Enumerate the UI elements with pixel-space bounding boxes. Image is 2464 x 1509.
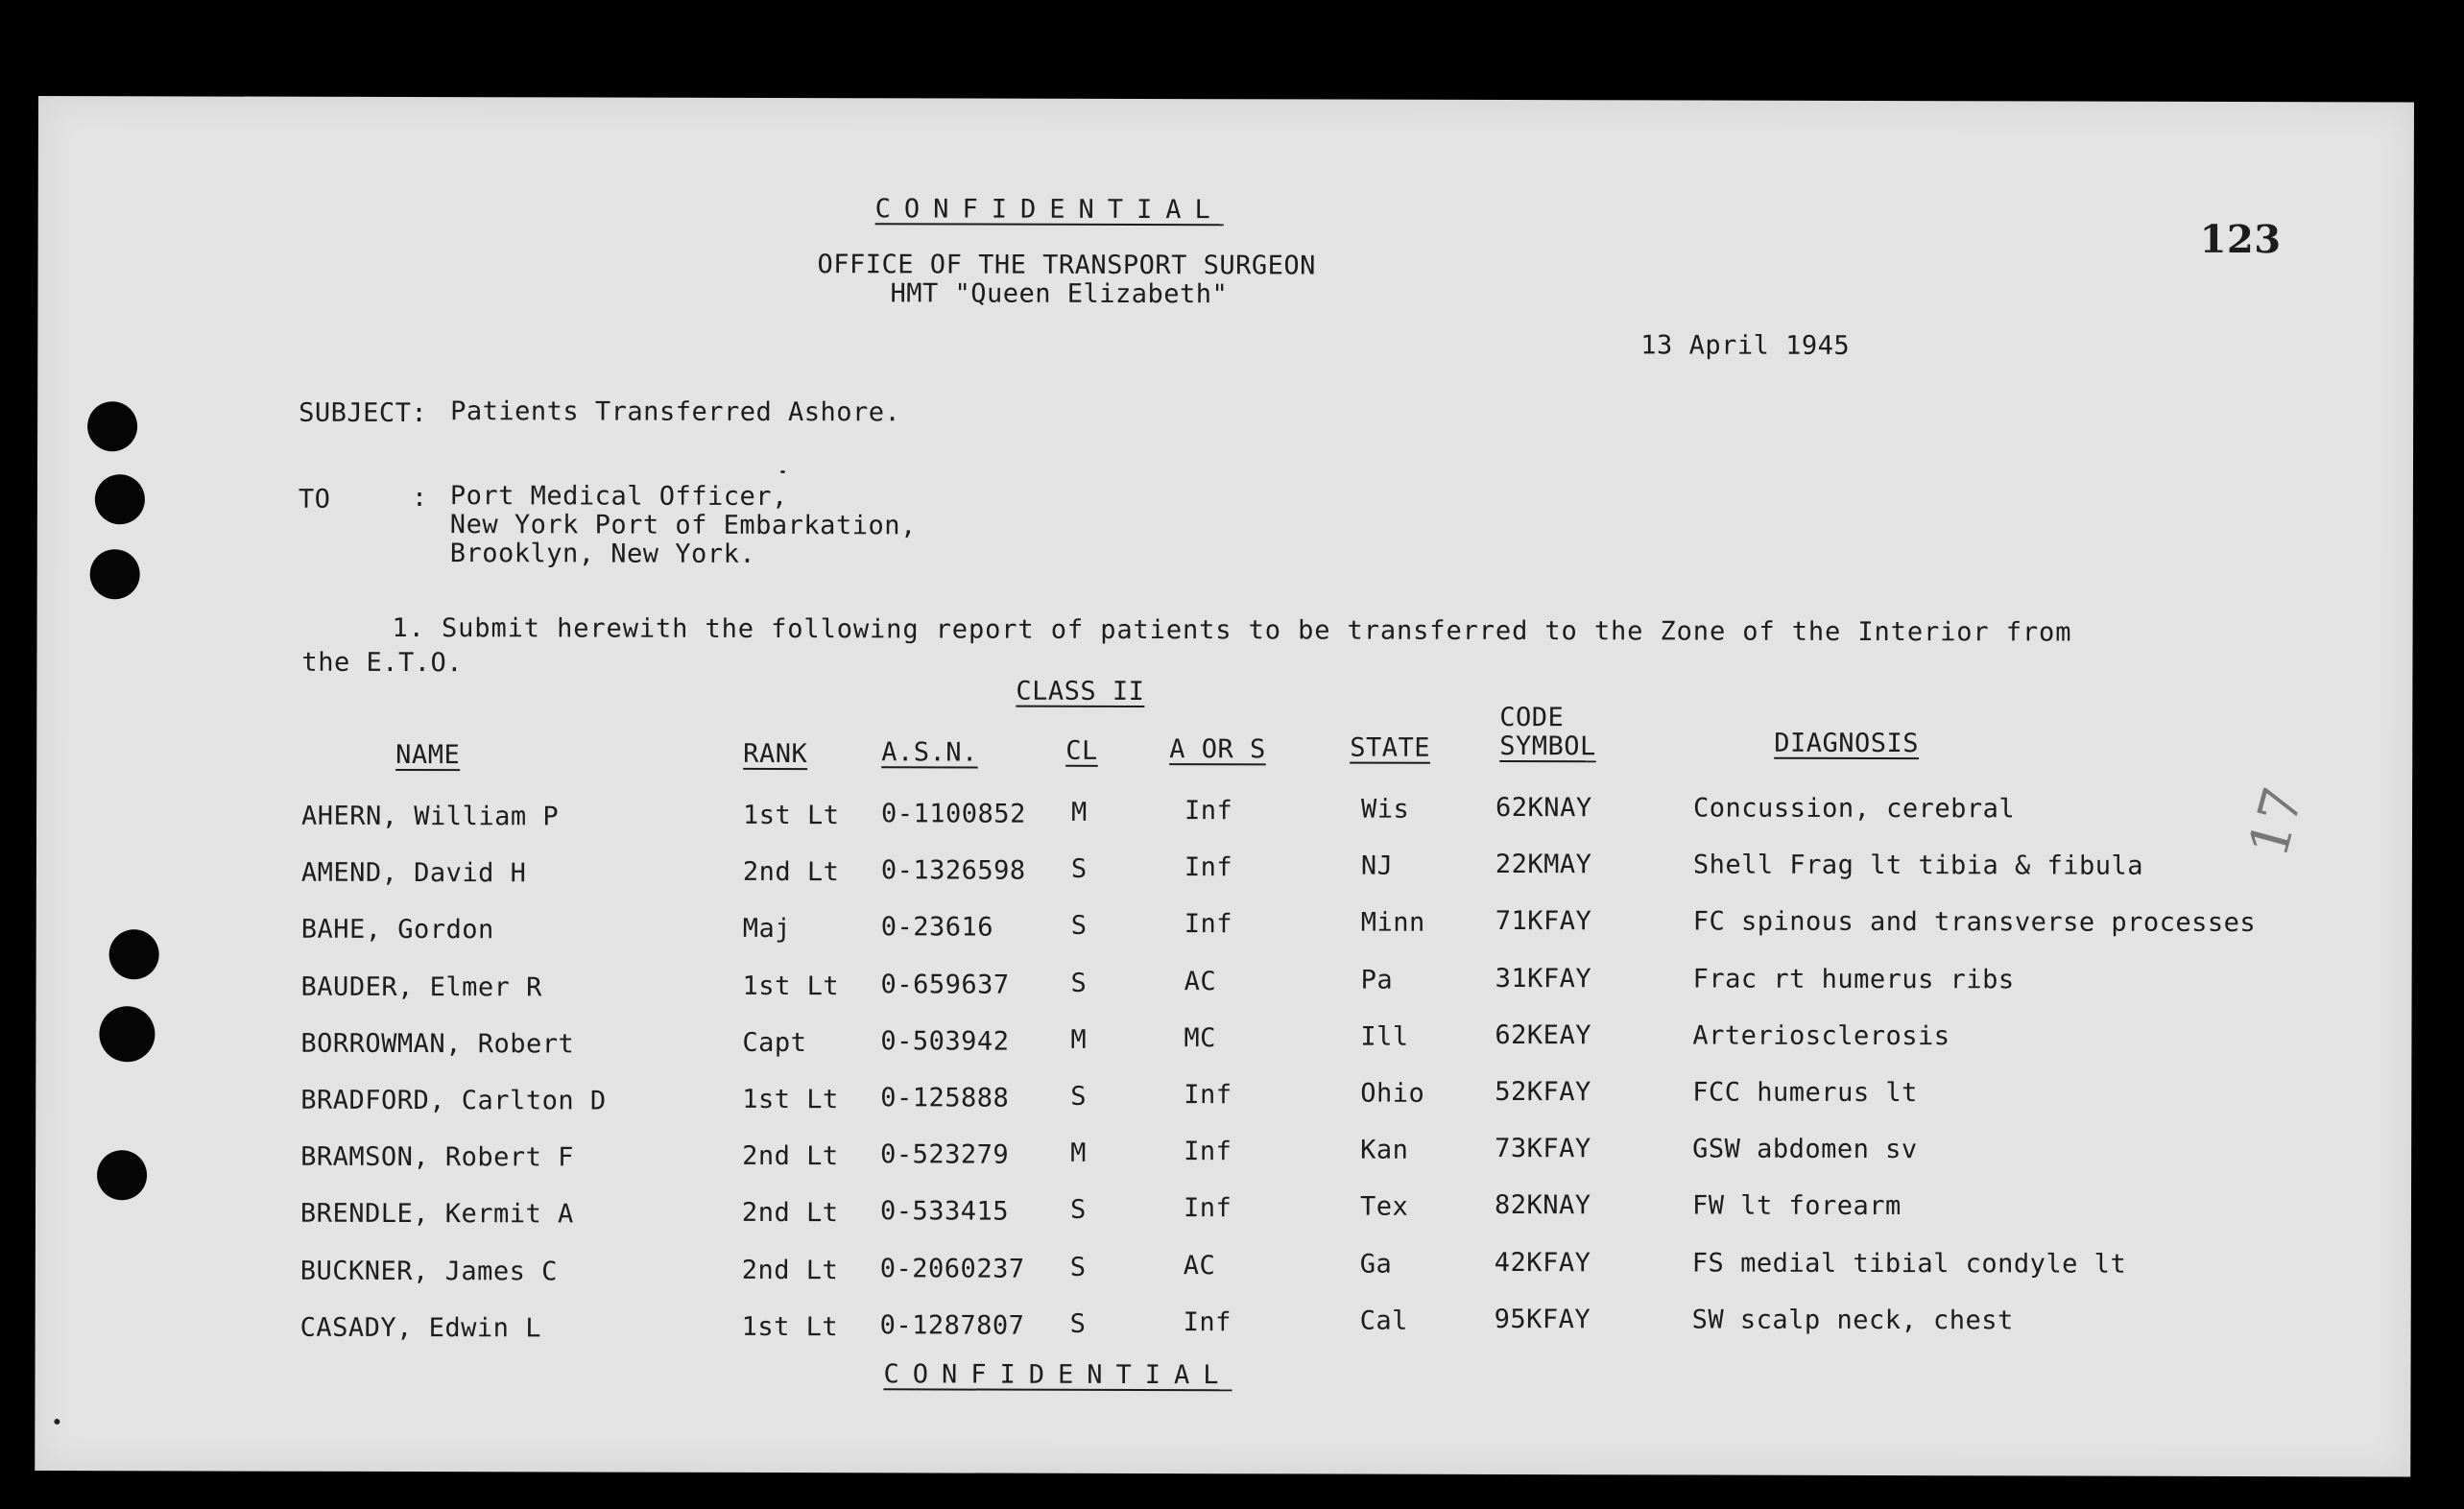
col-header-asn: A.S.N. xyxy=(881,737,978,768)
class-label: CLASS II xyxy=(1016,676,1145,707)
patient-asn: 0-533415 xyxy=(879,1196,1010,1228)
patient-code-symbol: 62KNAY xyxy=(1495,792,1592,824)
patient-class: S xyxy=(1069,1195,1087,1226)
patient-arm-or-service: Inf xyxy=(1184,1080,1232,1111)
patient-diagnosis: GSW abdomen sv xyxy=(1692,1134,1918,1165)
patient-state: Minn xyxy=(1360,908,1425,939)
patient-rank: Capt xyxy=(742,1027,807,1058)
patient-state: Tex xyxy=(1359,1191,1409,1223)
patient-code-symbol: 42KFAY xyxy=(1494,1247,1591,1278)
patient-class: S xyxy=(1070,911,1088,942)
patient-diagnosis: Frac rt humerus ribs xyxy=(1692,964,2015,994)
paragraph-line-2: the E.T.O. xyxy=(301,647,464,679)
punch-hole xyxy=(95,474,145,524)
patient-state: Cal xyxy=(1359,1305,1408,1336)
patient-name: BRENDLE, Kermit A xyxy=(299,1199,574,1230)
document-sheet xyxy=(35,96,2414,1476)
patient-class: M xyxy=(1070,1138,1087,1169)
patient-code-symbol: 82KNAY xyxy=(1494,1190,1591,1221)
patient-class: S xyxy=(1070,1081,1088,1112)
ship-name: HMT "Queen Elizabeth" xyxy=(890,278,1229,310)
patient-asn: 0-1326598 xyxy=(880,855,1026,886)
patient-arm-or-service: Inf xyxy=(1184,796,1233,826)
col-header-diagnosis: DIAGNOSIS xyxy=(1774,728,1920,759)
col-header-symbol: SYMBOL xyxy=(1499,731,1596,762)
to-colon: : xyxy=(411,483,428,514)
patient-rank: 2nd Lt xyxy=(742,1141,839,1172)
patient-rank: 2nd Lt xyxy=(742,857,840,888)
page-number: 123 xyxy=(2199,216,2282,263)
confidential-heading: CONFIDENTIAL xyxy=(874,194,1224,226)
patient-state: Ill xyxy=(1360,1021,1409,1052)
patient-diagnosis: Arteriosclerosis xyxy=(1692,1020,1950,1052)
patient-rank: 1st Lt xyxy=(741,1311,839,1342)
patient-asn: 0-503942 xyxy=(880,1026,1010,1057)
paragraph-line-1: 1. Submit herewith the following report of patients to be transferred to the Zone of the Interior from xyxy=(392,612,2072,648)
patient-arm-or-service: AC xyxy=(1183,1250,1216,1281)
patient-diagnosis: Concussion, cerebral xyxy=(1693,793,2016,825)
patient-rank: 2nd Lt xyxy=(741,1255,839,1285)
patient-code-symbol: 62KEAY xyxy=(1495,1019,1592,1051)
patient-arm-or-service: Inf xyxy=(1184,852,1233,883)
patient-asn: 0-1100852 xyxy=(881,799,1026,829)
patient-name: CASADY, Edwin L xyxy=(299,1312,542,1344)
subject-label: SUBJECT: xyxy=(299,397,428,429)
patient-name: BRAMSON, Robert F xyxy=(300,1141,574,1173)
confidential-footer: CONFIDENTIAL xyxy=(883,1359,1232,1391)
patient-name: BAUDER, Elmer R xyxy=(300,971,542,1002)
office-title: OFFICE OF THE TRANSPORT SURGEON xyxy=(817,250,1317,281)
patient-asn: 0-23616 xyxy=(880,912,994,943)
patient-diagnosis: Shell Frag lt tibia & fibula xyxy=(1692,850,2144,881)
patient-rank: 1st Lt xyxy=(742,970,840,1001)
document-date: 13 April 1945 xyxy=(1640,330,1851,361)
patient-name: AHERN, William P xyxy=(300,801,560,832)
patient-asn: 0-2060237 xyxy=(879,1253,1025,1284)
paper-speck xyxy=(780,470,785,473)
col-header-rank: RANK xyxy=(743,738,808,770)
to-label: TO xyxy=(298,484,331,515)
paper-speck xyxy=(54,1419,60,1425)
patient-asn: 0-1287807 xyxy=(879,1310,1025,1341)
to-line-3: Brooklyn, New York. xyxy=(449,539,756,569)
patient-class: M xyxy=(1070,1024,1088,1055)
patient-asn: 0-125888 xyxy=(880,1083,1010,1114)
patient-rank: 2nd Lt xyxy=(741,1198,839,1229)
patient-diagnosis: FS medial tibial condyle lt xyxy=(1691,1248,2127,1280)
patient-name: BUCKNER, James C xyxy=(299,1256,558,1287)
patient-arm-or-service: Inf xyxy=(1184,909,1233,940)
patient-rank: Maj xyxy=(742,914,792,945)
col-header-state: STATE xyxy=(1350,732,1431,763)
patient-diagnosis: SW scalp neck, chest xyxy=(1691,1305,2014,1336)
patient-arm-or-service: Inf xyxy=(1184,1137,1232,1167)
patient-code-symbol: 52KFAY xyxy=(1495,1076,1591,1108)
col-header-name: NAME xyxy=(395,739,461,771)
subject-text: Patients Transferred Ashore. xyxy=(450,396,901,428)
pencil-margin-note: 17 xyxy=(2237,780,2316,864)
punch-hole xyxy=(87,401,137,451)
patient-name: BORROWMAN, Robert xyxy=(300,1028,575,1060)
patient-name: BRADFORD, Carlton D xyxy=(300,1085,607,1116)
patient-class: M xyxy=(1071,797,1088,827)
patient-code-symbol: 73KFAY xyxy=(1495,1134,1591,1164)
to-line-1: Port Medical Officer, xyxy=(449,481,788,513)
col-header-cl: CL xyxy=(1065,735,1098,766)
patient-rank: 1st Lt xyxy=(742,1084,839,1115)
patient-asn: 0-523279 xyxy=(880,1139,1010,1170)
punch-hole xyxy=(109,929,159,979)
patient-state: Pa xyxy=(1360,965,1394,995)
patient-class: S xyxy=(1070,968,1088,998)
punch-hole xyxy=(90,549,140,599)
col-header-code: CODE xyxy=(1499,702,1565,733)
patient-state: NJ xyxy=(1360,850,1394,881)
patient-code-symbol: 95KFAY xyxy=(1494,1304,1591,1335)
patient-state: Ohio xyxy=(1360,1078,1425,1109)
patient-rank: 1st Lt xyxy=(742,800,840,831)
patient-diagnosis: FC spinous and transverse processes xyxy=(1692,906,2257,939)
patient-code-symbol: 31KFAY xyxy=(1495,963,1592,994)
patient-code-symbol: 71KFAY xyxy=(1495,906,1592,937)
col-header-a-or-s: A OR S xyxy=(1169,734,1266,765)
patient-code-symbol: 22KMAY xyxy=(1495,850,1592,880)
patient-name: AMEND, David H xyxy=(300,857,527,889)
patient-class: S xyxy=(1070,854,1088,885)
patient-state: Ga xyxy=(1359,1249,1393,1280)
patient-asn: 0-659637 xyxy=(880,969,1010,1000)
patient-arm-or-service: MC xyxy=(1184,1022,1216,1054)
patient-state: Kan xyxy=(1360,1135,1409,1165)
patient-arm-or-service: AC xyxy=(1184,966,1217,996)
punch-hole xyxy=(99,1006,155,1062)
patient-arm-or-service: Inf xyxy=(1183,1193,1232,1224)
to-line-2: New York Port of Embarkation, xyxy=(449,510,917,541)
patient-arm-or-service: Inf xyxy=(1183,1306,1232,1338)
patient-name: BAHE, Gordon xyxy=(300,915,494,946)
patient-class: S xyxy=(1069,1252,1087,1282)
patient-class: S xyxy=(1069,1308,1087,1339)
patient-diagnosis: FCC humerus lt xyxy=(1692,1077,1918,1109)
punch-hole xyxy=(97,1150,147,1200)
patient-diagnosis: FW lt forearm xyxy=(1691,1190,1902,1222)
patient-state: Wis xyxy=(1361,794,1410,825)
